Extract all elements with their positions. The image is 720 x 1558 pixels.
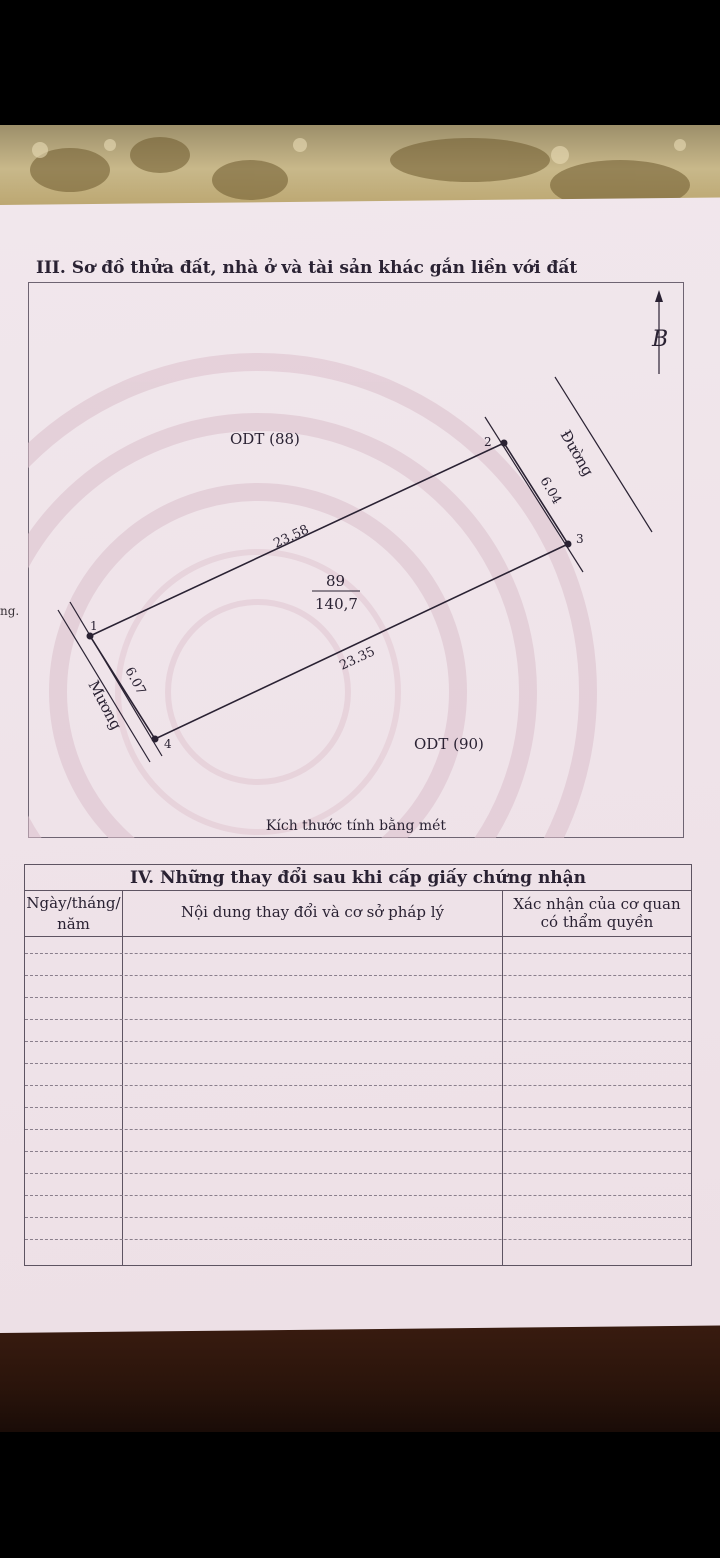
parcel-diagram (28, 282, 684, 838)
neighbor-top: ODT (88) (230, 430, 300, 448)
changes-table (24, 864, 692, 1266)
column-divider (122, 937, 123, 1265)
corner-label-1: 1 (90, 619, 98, 633)
section4-title: IV. Những thay đổi sau khi cấp giấy chứng nhận (25, 865, 691, 891)
corner-label-4: 4 (164, 737, 172, 751)
ruled-line (25, 1041, 691, 1042)
corner-point-3 (565, 541, 572, 548)
ruled-line (25, 1195, 691, 1196)
ruled-line (25, 1173, 691, 1174)
parcel-number: 89 (326, 572, 346, 590)
edge-right-length: 6.04 (536, 474, 565, 508)
ruled-line (25, 953, 691, 954)
edge-bottom-length: 23.35 (337, 644, 378, 674)
left-edge-fragment: ng. (0, 604, 20, 618)
ruled-line (25, 1063, 691, 1064)
section3-heading: III. Sơ đồ thửa đất, nhà ở và tài sản khác gắn liền với đất (36, 258, 578, 278)
column-header-confirm (503, 891, 691, 937)
ditch-line-b (70, 602, 162, 756)
ditch-label: Mương (84, 677, 126, 733)
column-header-content (123, 891, 503, 937)
corner-point-4 (152, 736, 159, 743)
corner-label-3: 3 (576, 532, 584, 546)
corner-label-2: 2 (484, 435, 492, 449)
corner-point-2 (501, 440, 508, 447)
column-header-content-label: Nội dung thay đổi và cơ sở pháp lý (181, 903, 444, 921)
road-label: Đường (556, 427, 598, 480)
ruled-line (25, 975, 691, 976)
edge-left-length: 6.07 (121, 664, 149, 698)
ruled-line (25, 1217, 691, 1218)
edge-top-length: 23.58 (271, 522, 312, 552)
ruled-line (25, 1107, 691, 1108)
ruled-line (25, 1085, 691, 1086)
table-rows (25, 937, 691, 1265)
ruled-line (25, 1019, 691, 1020)
ruled-line (25, 1151, 691, 1152)
column-header-confirm-line2: có thẩm quyền (540, 913, 654, 931)
column-header-date-line2: năm (57, 915, 90, 933)
column-header-confirm-line1: Xác nhận của cơ quan (513, 895, 681, 913)
north-symbol: B (652, 327, 669, 352)
column-header-date (25, 891, 123, 937)
corner-point-1 (87, 633, 94, 640)
neighbor-bottom: ODT (90) (414, 735, 484, 753)
column-divider (502, 937, 503, 1265)
parcel-area: 140,7 (315, 595, 358, 613)
north-arrow-icon (651, 290, 668, 374)
ruled-line (25, 1129, 691, 1130)
ruled-line (25, 997, 691, 998)
column-header-date-line1: Ngày/tháng/ (26, 894, 121, 912)
scale-note: Kích thước tính bằng mét (265, 818, 447, 834)
wooden-table-background (0, 1320, 720, 1432)
ruled-line (25, 1239, 691, 1240)
